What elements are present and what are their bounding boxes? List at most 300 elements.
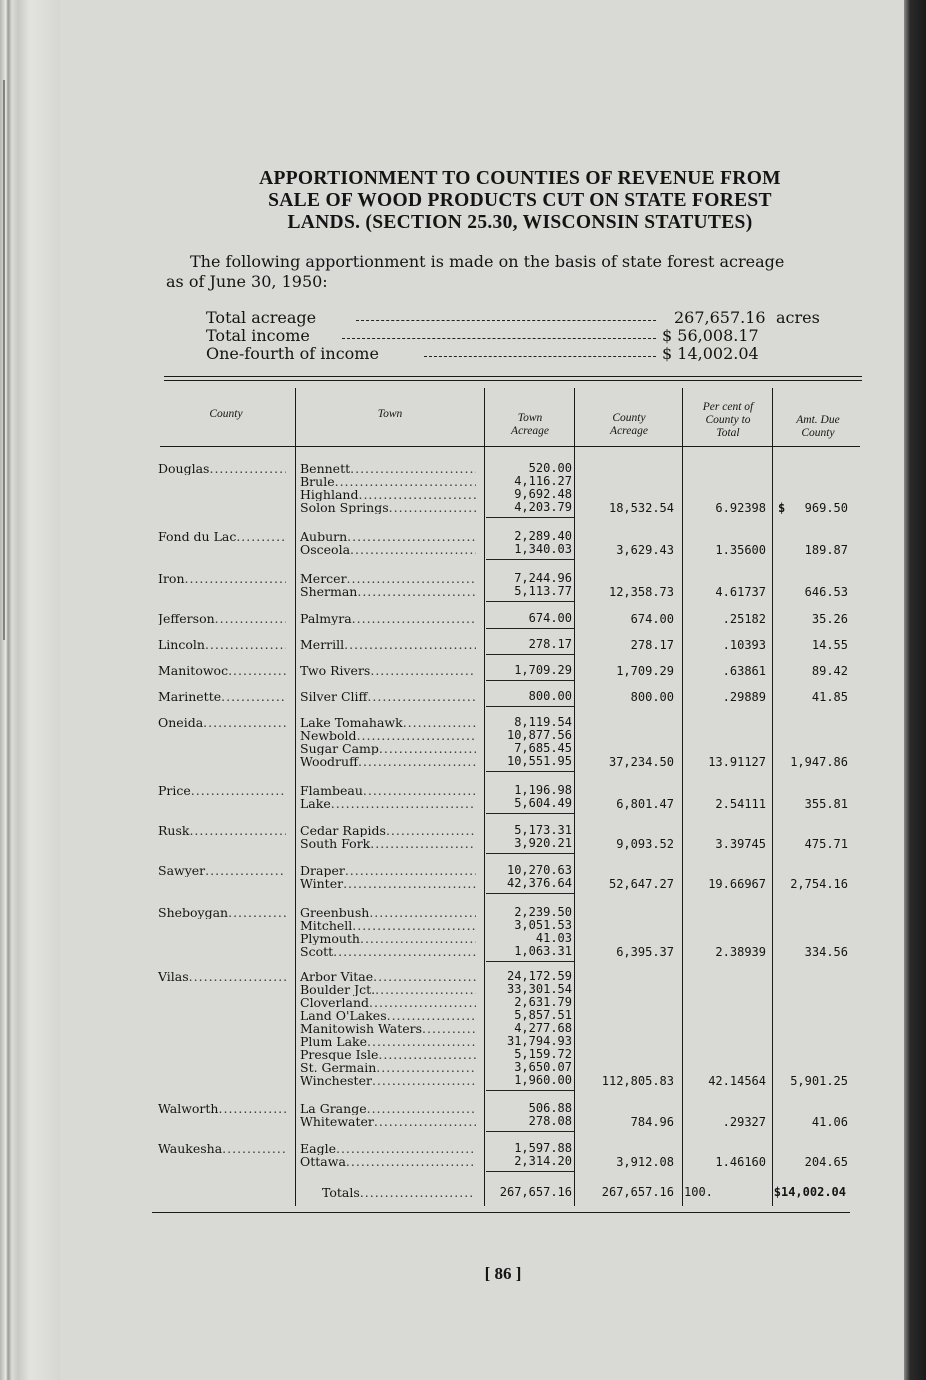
header-amount-line-2: County xyxy=(801,427,835,439)
town-acreage: 8,119.54 xyxy=(514,715,572,729)
intro-paragraph xyxy=(166,252,866,292)
amount-due: 355.81 xyxy=(804,797,848,811)
county-acreage: 278.17 xyxy=(630,638,674,652)
town-label: Mercer xyxy=(300,572,347,585)
leader-dots xyxy=(236,530,286,543)
subtotal-rule xyxy=(486,601,574,602)
leader-dots xyxy=(205,864,286,877)
header-percent xyxy=(684,401,772,440)
leader-dots xyxy=(358,755,476,768)
county-name xyxy=(158,664,290,677)
town-label: Lake Tomahawk xyxy=(300,716,403,729)
town-label: Manitowish Waters xyxy=(300,1022,423,1035)
header-percent-line-1: Per cent of xyxy=(702,401,754,413)
subtotal-rule xyxy=(486,559,574,560)
town-name xyxy=(300,488,480,501)
totals-town-acreage: 267,657.16 xyxy=(499,1185,572,1199)
leader-dots xyxy=(189,824,286,837)
column-divider xyxy=(484,388,485,1206)
town-acreage: 9,692.48 xyxy=(514,487,572,501)
subtotal-rule xyxy=(486,1090,574,1091)
town-name xyxy=(300,996,480,1009)
percent-of-total: 4.61737 xyxy=(715,585,766,599)
leader-dots xyxy=(357,585,476,598)
county-name xyxy=(158,1102,290,1115)
county-name xyxy=(158,572,290,585)
town-label: Brule xyxy=(300,475,335,488)
town-acreage: 5,113.77 xyxy=(514,584,572,598)
town-label: Solon Springs xyxy=(300,501,389,514)
header-county-acreage-line-1: County xyxy=(612,412,646,424)
town-name xyxy=(300,797,480,810)
leader-dots xyxy=(386,824,476,837)
leader-dots xyxy=(356,320,656,321)
town-label: Woodruff xyxy=(300,755,358,768)
town-label: Mitchell xyxy=(300,919,353,932)
header-amount xyxy=(774,414,862,440)
town-name xyxy=(300,612,480,625)
percent-of-total: 2.54111 xyxy=(715,797,766,811)
county-acreage: 784.96 xyxy=(630,1115,674,1129)
leader-dots xyxy=(335,475,476,488)
town-acreage: 41.03 xyxy=(535,931,572,945)
county-name xyxy=(158,716,290,729)
county-acreage: 3,912.08 xyxy=(616,1155,674,1169)
town-name xyxy=(300,572,480,585)
leader-dots xyxy=(350,543,476,556)
total-acreage-label: Total acreage xyxy=(206,308,317,327)
table-top-rule-2 xyxy=(164,380,862,381)
subtotal-rule xyxy=(486,961,574,962)
town-acreage: 2,239.50 xyxy=(514,905,572,919)
leader-dots xyxy=(347,530,476,543)
town-label: Land O'Lakes xyxy=(300,1009,387,1022)
leader-dots xyxy=(185,572,287,585)
leader-dots xyxy=(375,983,476,996)
amount-due: 41.85 xyxy=(811,690,848,704)
town-name xyxy=(300,585,480,598)
town-label: Eagle xyxy=(300,1142,336,1155)
county-label: Sawyer xyxy=(158,864,206,877)
leader-dots xyxy=(387,1009,476,1022)
leader-dots xyxy=(342,338,656,339)
header-town: Town xyxy=(377,408,403,420)
leader-dots xyxy=(370,664,476,677)
county-acreage: 6,801.47 xyxy=(616,797,674,811)
town-label: Flambeau xyxy=(300,784,363,797)
town-label: Palmyra xyxy=(300,612,352,625)
percent-of-total: .10393 xyxy=(722,638,766,652)
amount-due: 14.55 xyxy=(811,638,848,652)
town-name xyxy=(300,1142,480,1155)
leader-dots xyxy=(352,612,476,625)
town-acreage: 5,159.72 xyxy=(514,1047,572,1061)
county-label: Jefferson xyxy=(158,612,215,625)
county-label: Waukesha xyxy=(158,1142,223,1155)
town-name xyxy=(300,864,480,877)
town-acreage: 1,063.31 xyxy=(514,944,572,958)
leader-dots xyxy=(367,1035,476,1048)
town-acreage: 4,203.79 xyxy=(514,500,572,514)
amount-due: 41.06 xyxy=(811,1115,848,1129)
county-acreage: 9,093.52 xyxy=(616,837,674,851)
county-acreage: 18,532.54 xyxy=(608,501,674,515)
town-acreage: 5,604.49 xyxy=(514,796,572,810)
town-acreage: 10,551.95 xyxy=(506,754,572,768)
totals-percent: 100. xyxy=(684,1185,713,1199)
header-percent-line-2: County to xyxy=(705,414,751,426)
county-name xyxy=(158,638,290,651)
percent-of-total: 2.38939 xyxy=(715,945,766,959)
leader-dots xyxy=(219,1102,287,1115)
amount-due: 475.71 xyxy=(804,837,848,851)
county-name xyxy=(158,824,290,837)
amount-due: 2,754.16 xyxy=(790,877,848,891)
one-fourth-value: $ 14,002.04 xyxy=(662,344,759,363)
town-name xyxy=(300,837,480,850)
header-town-acreage xyxy=(486,412,574,438)
town-label: Highland xyxy=(300,488,359,501)
amount-due: 334.56 xyxy=(804,945,848,959)
county-label: Marinette xyxy=(158,690,222,703)
amount-due: 35.26 xyxy=(811,612,848,626)
totals-amount: $14,002.04 xyxy=(773,1185,846,1199)
town-acreage: 5,857.51 xyxy=(514,1008,572,1022)
intro-line-1: The following apportionment is made on the basis of state forest acreage xyxy=(190,252,785,271)
leader-dots xyxy=(215,612,286,625)
header-town-acreage-line-1: Town xyxy=(517,412,543,424)
subtotal-rule xyxy=(486,654,574,655)
county-name xyxy=(158,784,290,797)
dollar-sign: $ xyxy=(778,501,786,515)
summary-total-acreage xyxy=(206,308,820,327)
town-acreage: 2,314.20 xyxy=(514,1154,572,1168)
county-label: Walworth xyxy=(158,1102,219,1115)
percent-of-total: .63861 xyxy=(722,664,766,678)
leader-dots xyxy=(372,1074,476,1087)
town-acreage: 4,277.68 xyxy=(514,1021,572,1035)
town-name xyxy=(300,530,480,543)
header-bottom-rule xyxy=(160,446,860,447)
leader-dots xyxy=(367,690,476,703)
town-name xyxy=(300,970,480,983)
percent-of-total: 19.66967 xyxy=(708,877,766,891)
percent-of-total: 42.14564 xyxy=(708,1074,766,1088)
column-divider xyxy=(682,388,683,1206)
county-label: Lincoln xyxy=(158,638,205,651)
leader-dots xyxy=(358,488,476,501)
county-acreage: 12,358.73 xyxy=(608,585,674,599)
town-label: Arbor Vitae xyxy=(300,970,374,983)
county-label: Iron xyxy=(158,572,185,585)
town-name xyxy=(300,906,480,919)
town-label: Whitewater xyxy=(300,1115,374,1128)
leader-dots xyxy=(376,1061,476,1074)
town-label: Lake xyxy=(300,797,331,810)
town-acreage: 278.08 xyxy=(528,1114,572,1128)
county-label: Price xyxy=(158,784,191,797)
leader-dots xyxy=(367,1102,476,1115)
town-acreage: 506.88 xyxy=(528,1101,572,1115)
town-acreage: 3,051.53 xyxy=(514,918,572,932)
county-acreage: 112,805.83 xyxy=(601,1074,674,1088)
town-label: Auburn xyxy=(300,530,348,543)
column-divider xyxy=(574,388,575,1206)
total-income-value: $ 56,008.17 xyxy=(662,326,759,345)
town-name xyxy=(300,983,480,996)
leader-dots xyxy=(344,638,476,651)
amount-due: 969.50 xyxy=(804,501,848,515)
one-fourth-label: One-fourth of income xyxy=(206,344,379,363)
header-county-acreage xyxy=(576,412,682,438)
title-line-1: APPORTIONMENT TO COUNTIES OF REVENUE FROM xyxy=(259,168,781,189)
amount-due: 189.87 xyxy=(804,543,848,557)
town-name xyxy=(300,475,480,488)
table-top-rule xyxy=(164,376,862,377)
leader-dots xyxy=(189,970,286,983)
town-label: La Grange xyxy=(300,1102,367,1115)
percent-of-total: 1.35600 xyxy=(715,543,766,557)
county-label: Manitowoc xyxy=(158,664,229,677)
town-name xyxy=(300,716,480,729)
page-number: [ 86 ] xyxy=(484,1264,522,1283)
town-name xyxy=(300,1035,480,1048)
percent-of-total: .25182 xyxy=(722,612,766,626)
town-acreage: 10,877.56 xyxy=(506,728,572,742)
leader-dots xyxy=(209,462,286,475)
town-label: Scott xyxy=(300,945,334,958)
town-acreage: 3,920.21 xyxy=(514,836,572,850)
town-acreage: 2,631.79 xyxy=(514,995,572,1009)
county-name xyxy=(158,1142,290,1155)
town-name xyxy=(300,1048,480,1061)
leader-dots xyxy=(228,664,286,677)
header-county: County xyxy=(209,408,243,420)
town-label: Bennett xyxy=(300,462,351,475)
leader-dots xyxy=(369,996,476,1009)
town-acreage: 520.00 xyxy=(528,461,572,475)
town-acreage: 2,289.40 xyxy=(514,529,572,543)
town-label: Winchester xyxy=(300,1074,372,1087)
subtotal-rule xyxy=(486,771,574,772)
totals-row xyxy=(322,1186,472,1199)
county-name xyxy=(158,970,290,983)
town-acreage: 1,960.00 xyxy=(514,1073,572,1087)
header-county-acreage-line-2: Acreage xyxy=(610,425,648,437)
leader-dots xyxy=(350,462,476,475)
leader-dots xyxy=(222,1142,286,1155)
leader-dots xyxy=(357,729,476,742)
town-label: Sherman xyxy=(300,585,358,598)
town-label: Cedar Rapids xyxy=(300,824,386,837)
town-label: Newbold xyxy=(300,729,357,742)
subtotal-rule xyxy=(486,893,574,894)
town-label: Cloverland xyxy=(300,996,370,1009)
county-acreage: 800.00 xyxy=(630,690,674,704)
town-acreage: 800.00 xyxy=(528,689,572,703)
page-title xyxy=(205,168,835,234)
town-name xyxy=(300,1022,480,1035)
county-name xyxy=(158,612,290,625)
county-label: Oneida xyxy=(158,716,204,729)
county-name xyxy=(158,530,290,543)
town-acreage: 7,685.45 xyxy=(514,741,572,755)
leader-dots xyxy=(333,945,476,958)
town-acreage: 1,340.03 xyxy=(514,542,572,556)
total-acreage-value: 267,657.16 xyxy=(674,308,766,327)
leader-dots xyxy=(360,1186,472,1199)
leader-dots xyxy=(221,690,286,703)
leader-dots xyxy=(389,501,476,514)
town-acreage: 31,794.93 xyxy=(506,1034,572,1048)
amount-due: 89.42 xyxy=(811,664,848,678)
totals-county-acreage: 267,657.16 xyxy=(601,1185,674,1199)
town-name xyxy=(300,945,480,958)
county-acreage: 37,234.50 xyxy=(608,755,674,769)
county-label: Fond du Lac xyxy=(158,530,237,543)
town-label: Boulder Jct. xyxy=(300,983,376,996)
page-right-edge-shadow xyxy=(904,0,926,1380)
town-name xyxy=(300,755,480,768)
header-percent-line-3: Total xyxy=(716,427,740,439)
county-name xyxy=(158,864,290,877)
amount-due: 204.65 xyxy=(804,1155,848,1169)
town-name xyxy=(300,877,480,890)
county-name xyxy=(158,690,290,703)
county-acreage: 52,647.27 xyxy=(608,877,674,891)
leader-dots xyxy=(379,742,476,755)
subtotal-rule xyxy=(486,680,574,681)
town-name xyxy=(300,543,480,556)
title-line-3: LANDS. (SECTION 25.30, WISCONSIN STATUTES) xyxy=(287,212,753,233)
county-label: Vilas xyxy=(158,970,189,983)
percent-of-total: 13.91127 xyxy=(708,755,766,769)
leader-dots xyxy=(205,638,286,651)
book-binding-edge xyxy=(0,0,60,1380)
header-amount-line-1: Amt. Due xyxy=(796,414,840,426)
town-label: Sugar Camp xyxy=(300,742,379,755)
town-acreage: 3,650.07 xyxy=(514,1060,572,1074)
town-acreage: 278.17 xyxy=(528,637,572,651)
leader-dots xyxy=(331,797,476,810)
total-acreage-unit: acres xyxy=(776,308,820,327)
amount-due: 1,947.86 xyxy=(790,755,848,769)
leader-dots xyxy=(347,572,476,585)
town-name xyxy=(300,919,480,932)
town-name xyxy=(300,1102,480,1115)
town-acreage: 42,376.64 xyxy=(506,876,572,890)
leader-dots xyxy=(336,1142,476,1155)
header-town-acreage-line-2: Acreage xyxy=(511,425,549,437)
town-label: Plymouth xyxy=(300,932,360,945)
column-divider xyxy=(295,388,296,1206)
county-label: Rusk xyxy=(158,824,190,837)
county-label: Douglas xyxy=(158,462,210,475)
county-name xyxy=(158,462,290,475)
town-acreage: 33,301.54 xyxy=(506,982,572,996)
town-name xyxy=(300,462,480,475)
town-label: Ottawa xyxy=(300,1155,346,1168)
county-label: Sheboygan xyxy=(158,906,229,919)
town-acreage: 10,270.63 xyxy=(506,863,572,877)
subtotal-rule xyxy=(486,1171,574,1172)
percent-of-total: 3.39745 xyxy=(715,837,766,851)
subtotal-rule xyxy=(486,706,574,707)
leader-dots xyxy=(370,837,476,850)
total-income-label: Total income xyxy=(206,326,310,345)
leader-dots xyxy=(352,919,476,932)
town-name xyxy=(300,742,480,755)
leader-dots xyxy=(191,784,286,797)
town-label: Two Rivers xyxy=(300,664,371,677)
town-name xyxy=(300,729,480,742)
town-label: Plum Lake xyxy=(300,1035,368,1048)
town-name xyxy=(300,638,480,651)
town-label: St. Germain xyxy=(300,1061,377,1074)
leader-dots xyxy=(228,906,286,919)
town-name xyxy=(300,932,480,945)
town-label: Merrill xyxy=(300,638,345,651)
town-name xyxy=(300,664,480,677)
leader-dots xyxy=(369,906,476,919)
town-name xyxy=(300,1009,480,1022)
title-line-2: SALE OF WOOD PRODUCTS CUT ON STATE FOREST xyxy=(268,190,772,211)
percent-of-total: 6.92398 xyxy=(715,501,766,515)
town-acreage: 1,597.88 xyxy=(514,1141,572,1155)
county-acreage: 6,395.37 xyxy=(616,945,674,959)
town-name xyxy=(300,1155,480,1168)
town-label: Silver Cliff xyxy=(300,690,368,703)
town-acreage: 5,173.31 xyxy=(514,823,572,837)
leader-dots xyxy=(403,716,476,729)
town-acreage: 674.00 xyxy=(528,611,572,625)
town-acreage: 1,709.29 xyxy=(514,663,572,677)
town-label: Draper xyxy=(300,864,345,877)
table-bottom-rule xyxy=(152,1212,850,1213)
town-label: South Fork xyxy=(300,837,371,850)
leader-dots xyxy=(374,1115,476,1128)
leader-dots xyxy=(360,932,476,945)
totals-label: Totals xyxy=(322,1186,360,1199)
county-name xyxy=(158,906,290,919)
town-acreage: 4,116.27 xyxy=(514,474,572,488)
column-divider xyxy=(772,388,773,1206)
summary-one-fourth xyxy=(206,344,759,363)
leader-dots xyxy=(378,1048,476,1061)
town-name xyxy=(300,784,480,797)
leader-dots xyxy=(346,1155,476,1168)
town-name xyxy=(300,1061,480,1074)
leader-dots xyxy=(203,716,286,729)
amount-due: 646.53 xyxy=(804,585,848,599)
leader-dots xyxy=(363,784,476,797)
town-acreage: 7,244.96 xyxy=(514,571,572,585)
intro-line-2: as of June 30, 1950: xyxy=(166,272,328,291)
subtotal-rule xyxy=(486,517,574,518)
leader-dots xyxy=(373,970,476,983)
percent-of-total: 1.46160 xyxy=(715,1155,766,1169)
subtotal-rule xyxy=(486,1131,574,1132)
subtotal-rule xyxy=(486,853,574,854)
town-label: Osceola xyxy=(300,543,351,556)
leader-dots xyxy=(424,356,656,357)
percent-of-total: .29889 xyxy=(722,690,766,704)
leader-dots xyxy=(345,864,476,877)
town-label: Presque Isle xyxy=(300,1048,379,1061)
leader-dots xyxy=(343,877,476,890)
county-acreage: 674.00 xyxy=(630,612,674,626)
town-name xyxy=(300,1074,480,1087)
